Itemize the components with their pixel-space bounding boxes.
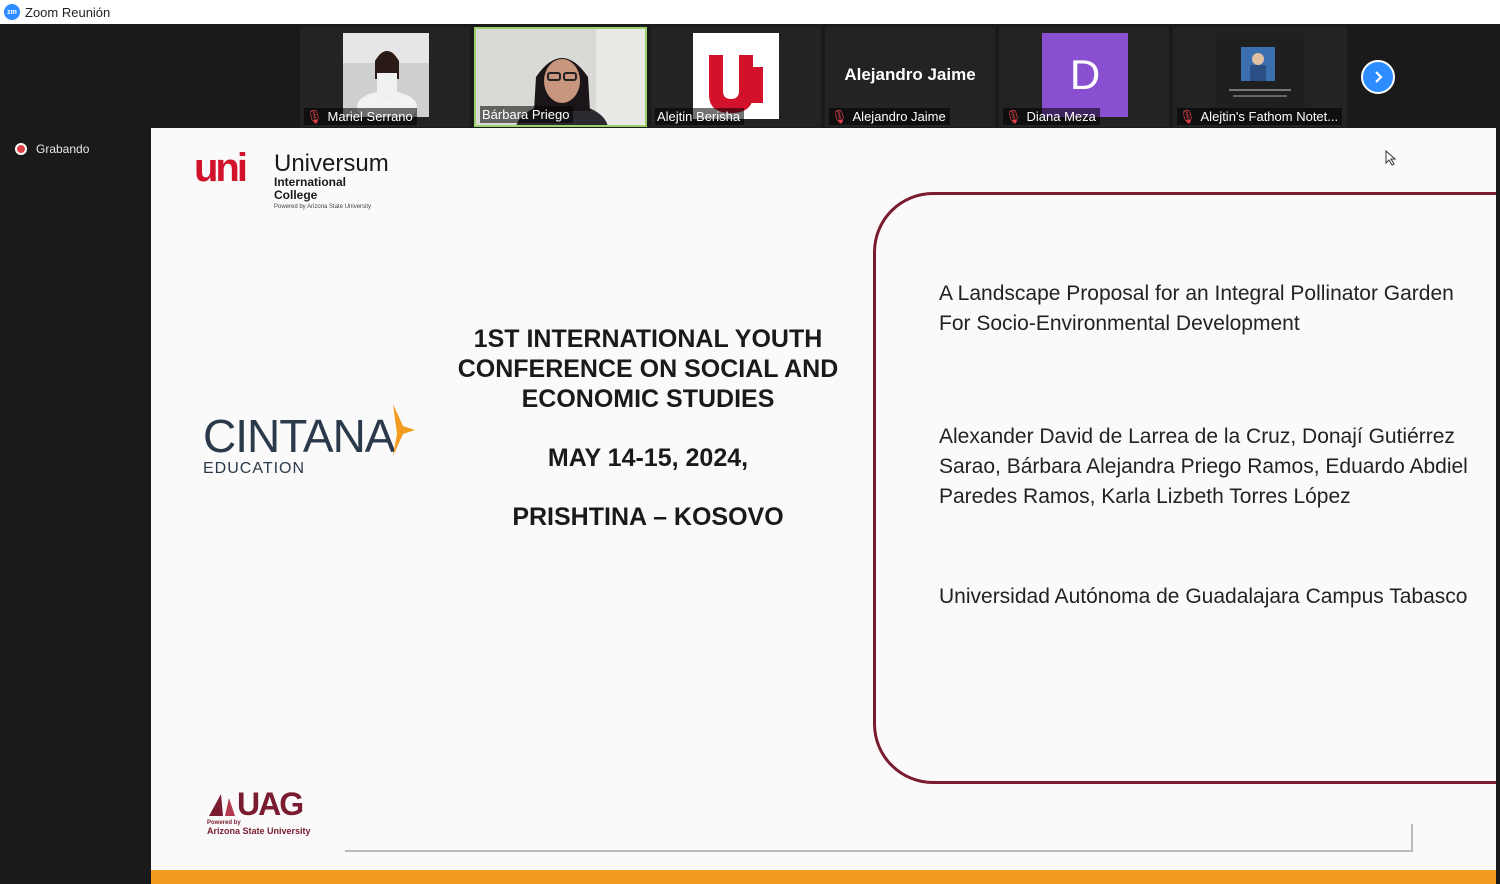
universum-powered: Powered by Arizona State University xyxy=(274,204,372,210)
universum-mark: uni xyxy=(194,146,245,190)
universum-name: Universum xyxy=(274,150,389,177)
participant-tile[interactable] xyxy=(825,27,995,127)
record-icon xyxy=(15,143,27,155)
cintana-sub: EDUCATION xyxy=(203,460,306,477)
uag-asu: Arizona State University xyxy=(207,826,311,836)
recording-indicator[interactable] xyxy=(15,142,89,156)
mic-muted-icon: 🎙 xyxy=(306,108,323,124)
paper-affiliation: Universidad Autónoma de Guadalajara Campus Tabasco xyxy=(939,585,1468,608)
chevron-right-icon xyxy=(1370,69,1386,85)
participant-name: 🎙 Mariel Serrano xyxy=(304,108,417,125)
uag-logo xyxy=(207,788,311,836)
cintana-word: CINTANA xyxy=(203,410,395,462)
conference-date: MAY 14-15, 2024, xyxy=(547,444,749,472)
avatar: D xyxy=(1042,33,1128,117)
paper-title: A Landscape Proposal for an Integral Pollinator Garden For Socio-Environmental Development xyxy=(939,282,1454,335)
participant-name: 🎙 Alejandro Jaime xyxy=(829,108,950,125)
paper-authors: Alexander David de Larrea de la Cruz, Donají Gutiérrez Sarao, Bárbara Alejandra Priego Ramos, Eduardo Abdiel Paredes Ramos, Karla Lizbeth Torres López xyxy=(939,425,1468,508)
participant-video xyxy=(1215,33,1305,109)
mic-muted-icon: 🎙 xyxy=(1179,108,1196,124)
participant-display-name: Alejandro Jaime xyxy=(844,65,976,84)
zoom-logo-icon: zm xyxy=(4,4,20,20)
cintana-logo xyxy=(203,412,395,478)
participant-tile-active[interactable] xyxy=(474,27,647,127)
conference-place: PRISHTINA – KOSOVO xyxy=(512,503,784,531)
universum-sub: International College xyxy=(274,175,347,202)
mouse-cursor-icon xyxy=(1385,150,1397,169)
participant-tile[interactable] xyxy=(999,27,1169,127)
participant-name: Bárbara Priego xyxy=(480,106,573,123)
participant-video xyxy=(693,33,779,119)
conference-block xyxy=(451,324,845,532)
participant-name: 🎙 Alejtin's Fathom Notet... xyxy=(1177,108,1342,125)
meeting-stage xyxy=(0,24,1500,884)
shared-screen-slide xyxy=(151,128,1496,884)
participant-tile[interactable] xyxy=(300,27,470,127)
window-title: Zoom Reunión xyxy=(25,4,111,20)
slide-footer-bar xyxy=(151,870,1496,884)
cintana-star-icon xyxy=(391,404,417,456)
recording-label: Grabando xyxy=(36,142,90,156)
mic-muted-icon: 🎙 xyxy=(831,108,848,124)
participant-name: 🎙 Diana Meza xyxy=(1003,108,1100,125)
uag-stripes-icon xyxy=(207,790,239,818)
participant-name: Alejtin Berisha xyxy=(655,108,744,125)
participant-tile[interactable] xyxy=(651,27,821,127)
window-titlebar xyxy=(0,0,1500,24)
paper-info-box xyxy=(873,192,1496,784)
participant-strip xyxy=(300,27,1420,127)
next-page-button[interactable] xyxy=(1361,60,1395,94)
uag-word: UAG xyxy=(237,786,303,822)
slide-footer-line xyxy=(345,824,1413,852)
conference-title: 1ST INTERNATIONAL YOUTH CONFERENCE ON SOCIAL AND ECONOMIC STUDIES xyxy=(457,325,839,413)
uag-powered: Powered by xyxy=(207,820,241,826)
universum-logo xyxy=(194,146,389,210)
mic-muted-icon: 🎙 xyxy=(1005,108,1022,124)
participant-tile[interactable] xyxy=(1173,27,1347,127)
participant-video xyxy=(343,33,429,117)
